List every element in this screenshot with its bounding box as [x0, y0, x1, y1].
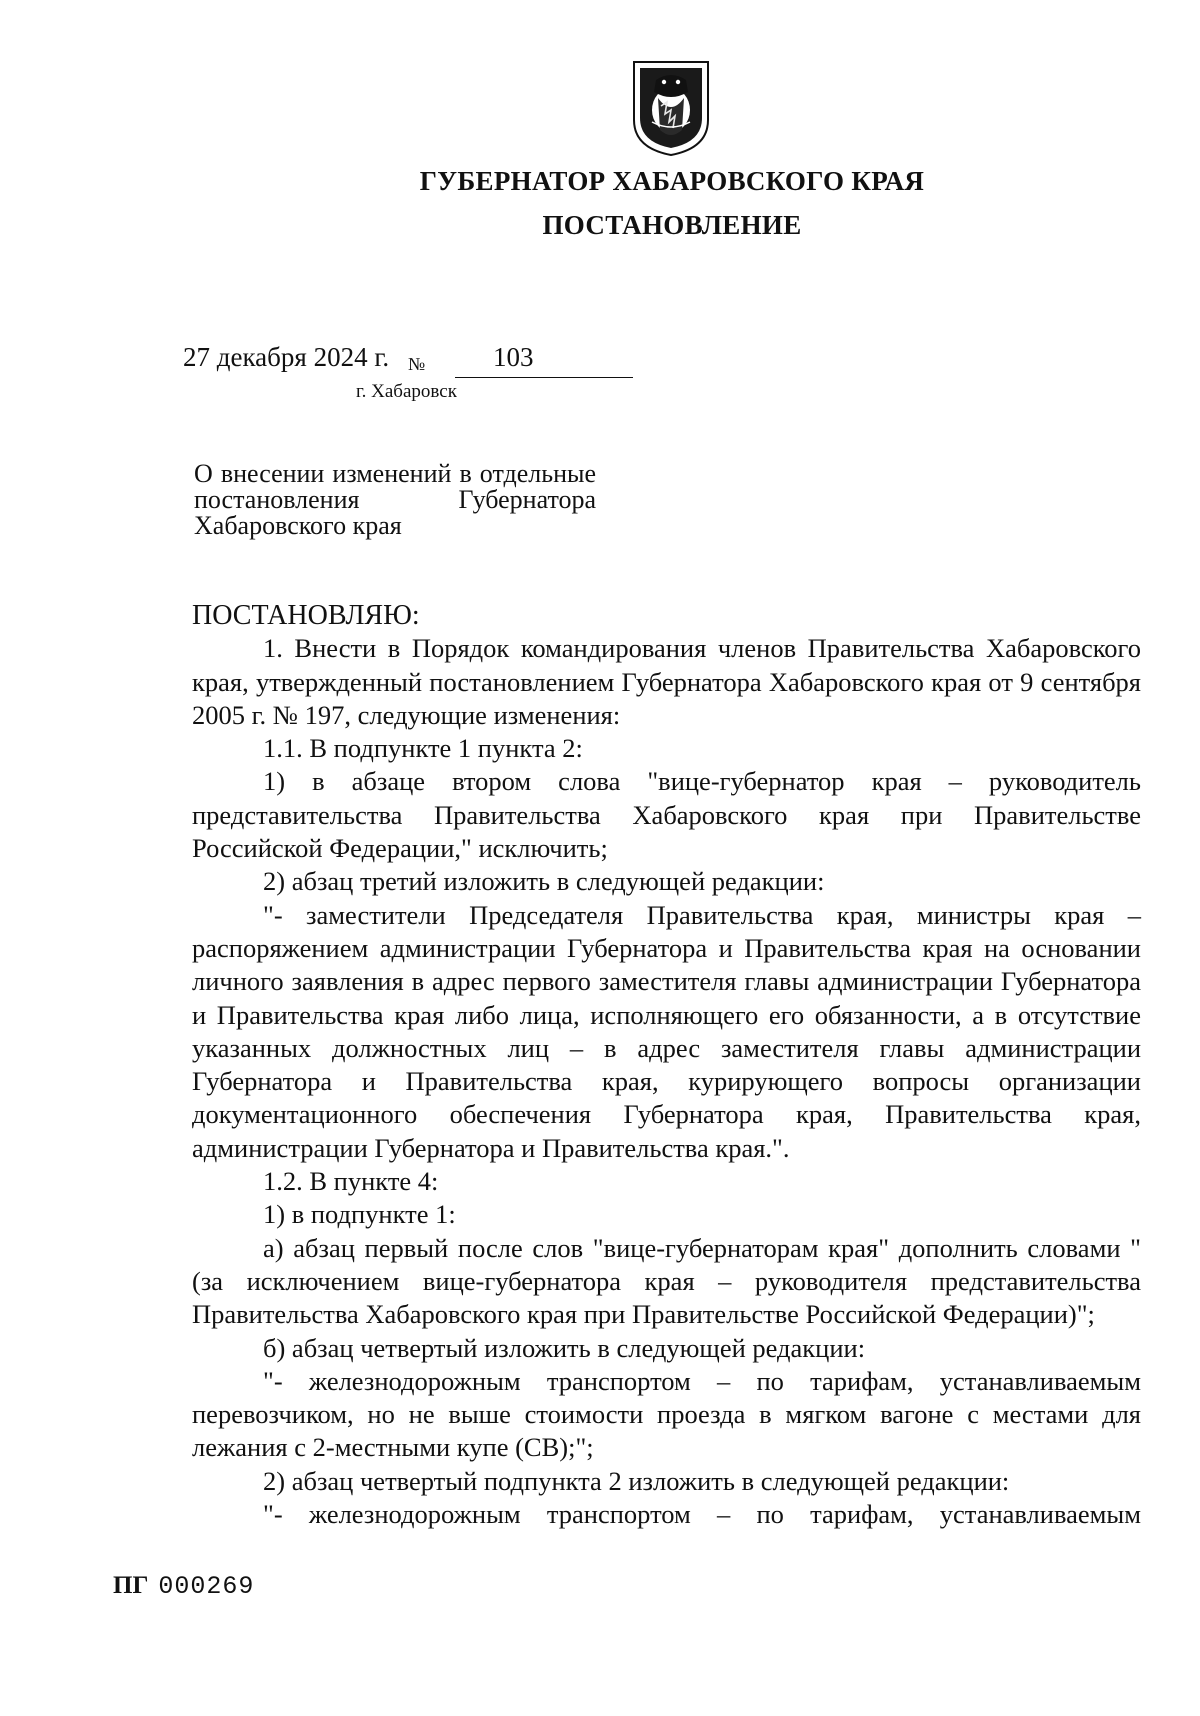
issue-city: г. Хабаровск	[356, 381, 457, 402]
document-number: 103	[493, 342, 534, 372]
body-paragraph: а) абзац первый после слов "вице-губернаторам края" дополнить словами "(за исключением вице-губернатора края – руководителя представительства Правительства Хабаровского края при Правительстве Российской Федерации)";	[192, 1232, 1141, 1330]
document-date: 27 декабря 2024 г.	[183, 342, 390, 372]
body-paragraph: 2) абзац четвертый подпункта 2 изложить в следующей редакции:	[263, 1465, 1010, 1496]
body-paragraph: 1) в абзаце втором слова "вице-губернатор края – руководитель представительства Правительства Хабаровского края при Правительстве Российской Федерации," исключить;	[192, 766, 1141, 864]
number-label: №	[408, 354, 426, 374]
body-paragraph: 1) в подпункте 1:	[263, 1199, 456, 1230]
subject-line: постановления Губернатора	[194, 485, 596, 514]
body-paragraph: "- железнодорожным транспортом – по тарифам, устанавливаемым	[263, 1499, 1141, 1530]
body-paragraph: 2) абзац третий изложить в следующей редакции:	[263, 866, 825, 897]
document-type: ПОСТАНОВЛЕНИЕ	[542, 210, 802, 240]
number-underline	[455, 377, 633, 378]
resolve-heading: ПОСТАНОВЛЯЮ:	[192, 600, 420, 631]
coat-of-arms-icon	[630, 58, 712, 158]
subject-line: Хабаровского края	[194, 511, 402, 540]
form-serial-prefix: ПГ	[113, 1572, 149, 1599]
body-paragraph: 1. Внести в Порядок командирования членов Правительства Хабаровского края, утвержденный постановлением Губернатора Хабаровского края от 9 сентября 2005 г. № 197, следующие изменения:	[192, 633, 1141, 730]
subject-line: О внесении изменений в отдельные	[194, 459, 596, 488]
form-serial	[113, 1572, 254, 1601]
body-paragraph: б) абзац четвертый изложить в следующей редакции:	[263, 1332, 866, 1363]
body-paragraph: 1.1. В подпункте 1 пункта 2:	[263, 733, 583, 764]
body-paragraph: "- железнодорожным транспортом – по тарифам, устанавливаемым перевозчиком, но не выше стоимости проезда в мягком вагоне с местами для лежания с 2-местными купе (СВ);";	[192, 1365, 1141, 1463]
document-body	[192, 599, 1141, 1531]
issuer-title: ГУБЕРНАТОР ХАБАРОВСКОГО КРАЯ	[419, 166, 925, 196]
document-subject	[194, 461, 596, 539]
body-paragraph: 1.2. В пункте 4:	[263, 1166, 439, 1197]
body-paragraph: "- заместители Председателя Правительства края, министры края – распоряжением администрации Губернатора и Правительства края на основании личного заявления в адрес первого заместителя главы администрации Губернатора и Правительства края либо лица, исполняющего его обязанности, а в отсутствие указанных должностных лиц – в адрес заместителя главы администрации Губернатора и Правительства края, курирующего вопросы организации документационного обеспечения Губернатора края, Правительства края, администрации Губернатора и Правительства края.".	[192, 899, 1141, 1163]
form-serial-number: 000269	[158, 1572, 255, 1601]
